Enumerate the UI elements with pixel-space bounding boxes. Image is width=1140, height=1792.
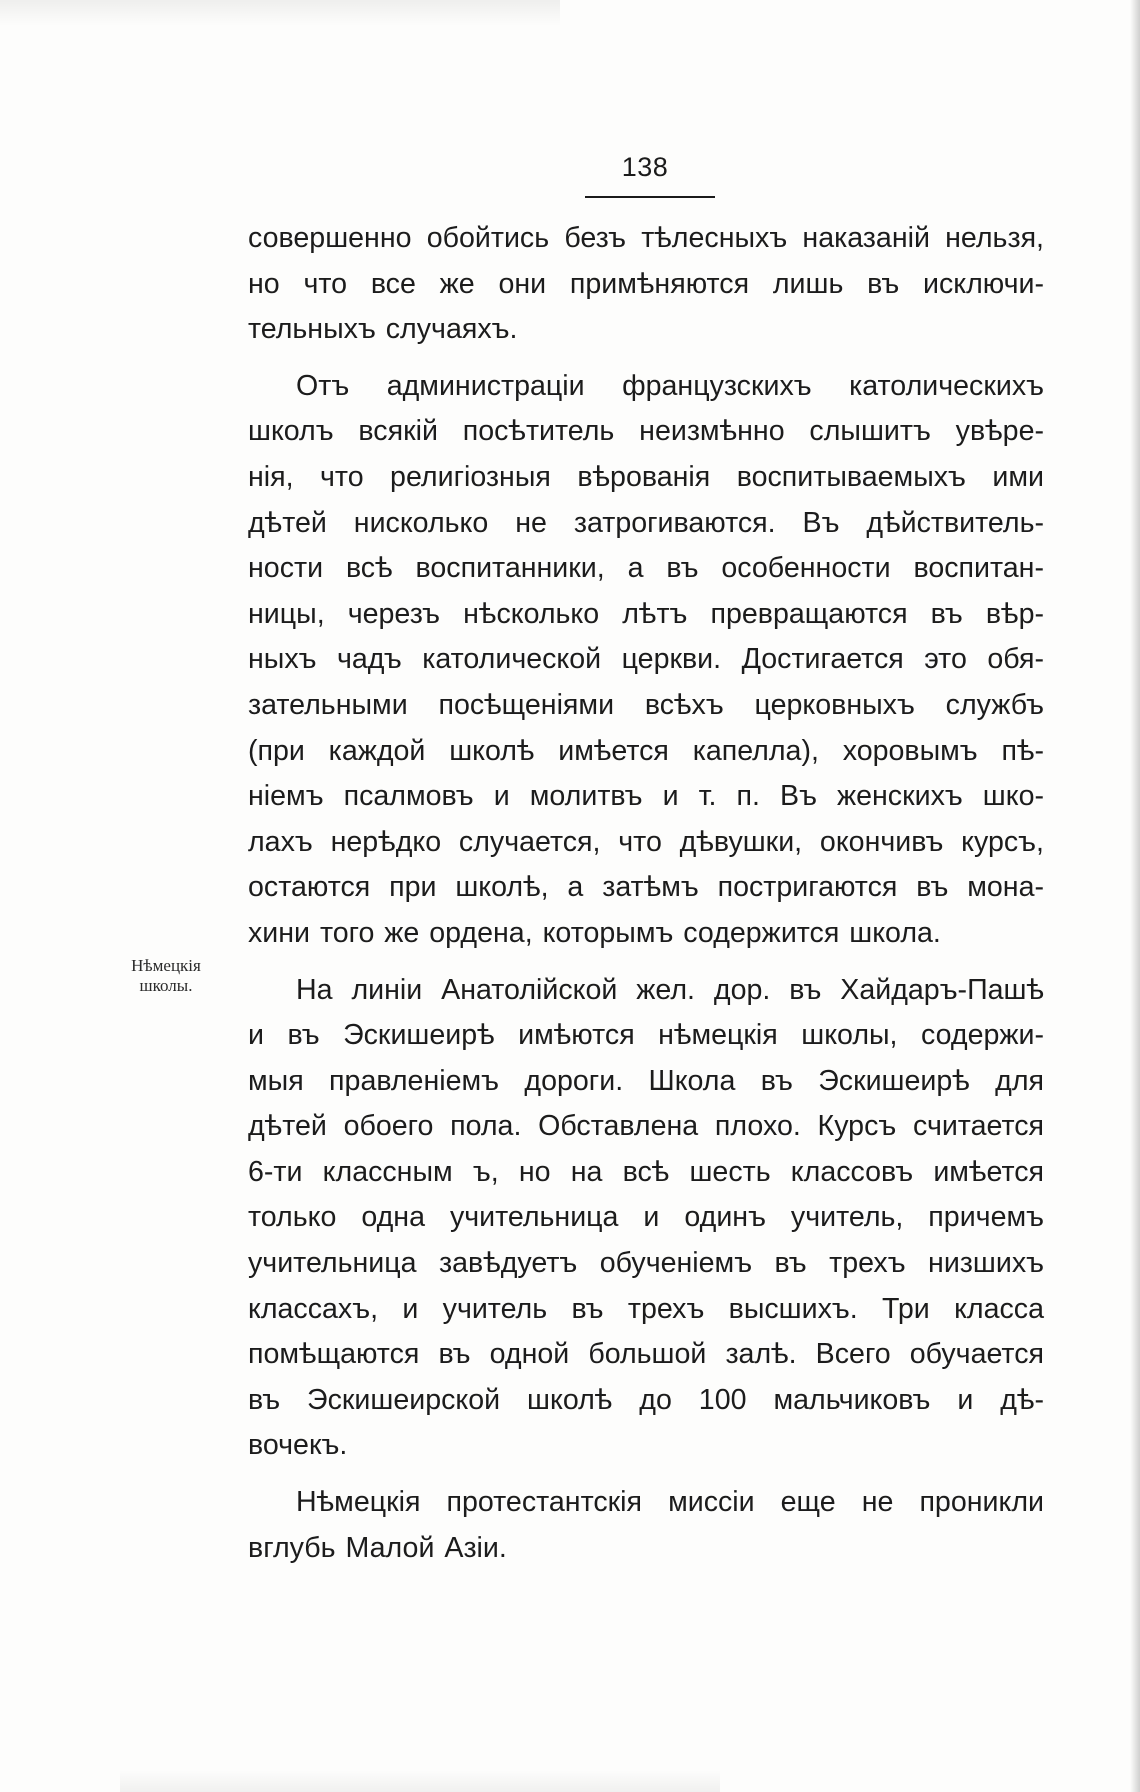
paragraph-gap bbox=[248, 957, 1044, 968]
paragraph-1 bbox=[248, 216, 1044, 353]
text-line: хини того же ордена, которымъ содержится школа. bbox=[248, 916, 941, 949]
text-line: и въ Эскишеирѣ имѣются нѣмецкія школы, содержи- bbox=[248, 1019, 1044, 1052]
text-line: тельныхъ случаяхъ. bbox=[248, 313, 518, 346]
text-line: зательными посѣщеніями всѣхъ церковныхъ службъ bbox=[248, 688, 1044, 721]
page-number-rule bbox=[585, 196, 715, 198]
margin-note-line-1: Нѣмецкія bbox=[131, 956, 201, 975]
text-line: ности всѣ воспитанники, а въ особенности воспитан- bbox=[248, 552, 1044, 585]
text-line: вочекъ. bbox=[248, 1429, 348, 1462]
text-line: (при каждой школѣ имѣется капелла), хоровымъ пѣ- bbox=[248, 734, 1044, 767]
body-text bbox=[248, 216, 1044, 1571]
scan-shadow-right bbox=[1130, 0, 1140, 1792]
margin-note-line-2: школы. bbox=[139, 976, 193, 995]
text-line: лахъ нерѣдко случается, что дѣвушки, окончивъ курсъ, bbox=[248, 825, 1044, 858]
text-line: совершенно обойтись безъ тѣлесныхъ наказаній нельзя, bbox=[248, 222, 1044, 254]
text-line: школъ всякій посѣтитель неизмѣнно слышитъ увѣре- bbox=[248, 415, 1044, 448]
text-line: мыя правленіемъ дороги. Школа въ Эскишеирѣ для bbox=[248, 1064, 1044, 1097]
text-line: учительница завѣдуетъ обученіемъ въ трехъ низшихъ bbox=[248, 1247, 1044, 1280]
text-line: но что все же они примѣняются лишь въ исключи- bbox=[248, 267, 1044, 300]
text-line: остаются при школѣ, а затѣмъ постригаются въ мона- bbox=[248, 871, 1044, 904]
text-line: вглубь Малой Азіи. bbox=[248, 1531, 507, 1564]
text-line: въ Эскишеирской школѣ до 100 мальчиковъ и дѣ- bbox=[248, 1383, 1044, 1416]
paragraph-3 bbox=[248, 968, 1044, 1470]
paragraph-gap bbox=[248, 1469, 1044, 1480]
text-line: помѣщаются въ одной большой залѣ. Всего обучается bbox=[248, 1338, 1044, 1371]
paragraph-gap bbox=[248, 353, 1044, 364]
page-number: 138 bbox=[621, 152, 669, 182]
text-line: дѣтей обоего пола. Обставлена плохо. Курсъ считается bbox=[248, 1110, 1044, 1143]
text-line: ницы, черезъ нѣсколько лѣтъ превращаются въ вѣр- bbox=[248, 597, 1044, 630]
text-line: только одна учительница и одинъ учитель, причемъ bbox=[248, 1201, 1044, 1234]
text-line: ніемъ псалмовъ и молитвъ и т. п. Въ женскихъ шко- bbox=[248, 780, 1044, 813]
paragraph-2 bbox=[248, 364, 1044, 957]
scan-shadow-top bbox=[0, 0, 560, 26]
text-line: 6-ти классным ъ, но на всѣ шесть классовъ имѣется bbox=[248, 1155, 1044, 1188]
text-line: На линіи Анатолійской жел. дор. въ Хайдаръ-Пашѣ bbox=[296, 973, 1044, 1006]
text-line: нія, что религіозныя вѣрованія воспитываемыхъ ими bbox=[248, 460, 1044, 493]
text-line: классахъ, и учитель въ трехъ высшихъ. Три класса bbox=[248, 1292, 1044, 1325]
text-line: ныхъ чадъ католической церкви. Достигается это обя- bbox=[248, 643, 1044, 676]
scan-shadow-bottom bbox=[120, 1770, 720, 1792]
text-line: дѣтей нисколько не затрогиваются. Въ дѣйствитель- bbox=[248, 506, 1044, 539]
text-line: Нѣмецкія протестантскія миссіи еще не проникли bbox=[296, 1486, 1044, 1519]
paragraph-4 bbox=[248, 1480, 1044, 1571]
margin-note bbox=[104, 956, 228, 996]
text-line: Отъ администраціи французскихъ католическихъ bbox=[296, 369, 1044, 402]
